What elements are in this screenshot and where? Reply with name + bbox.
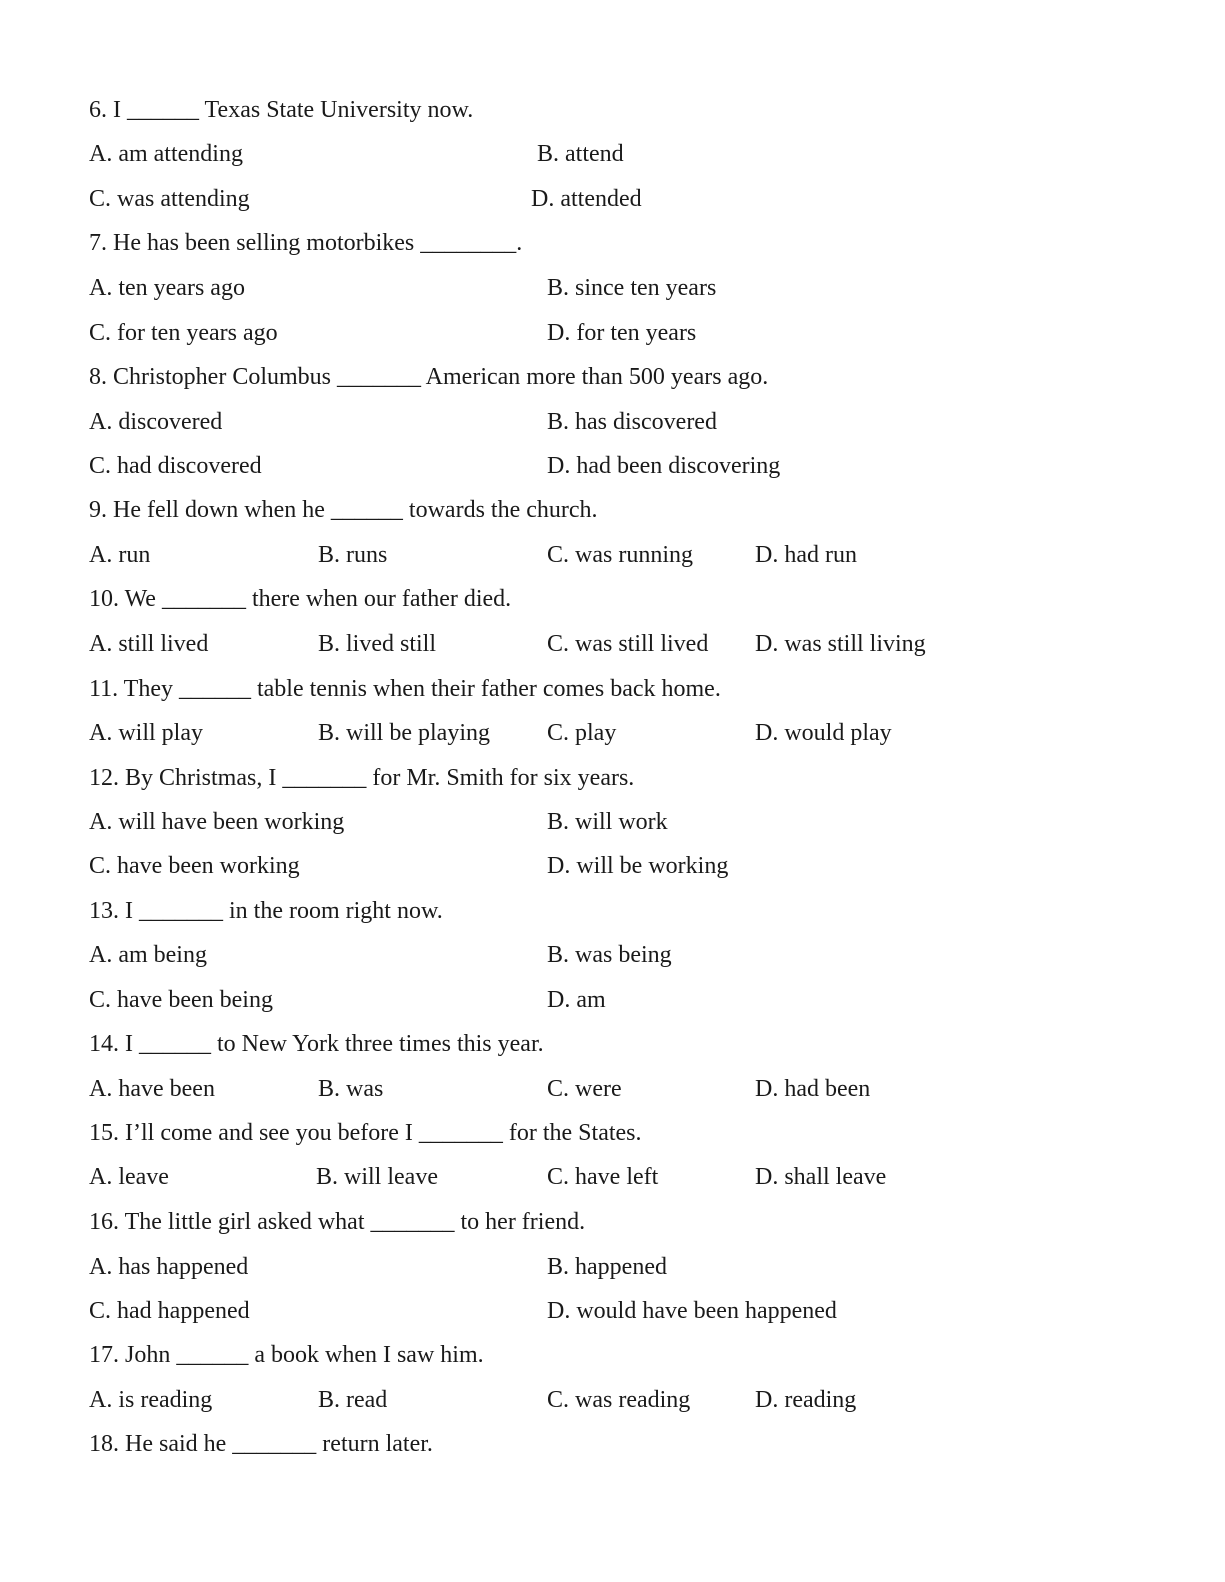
option-c: C. play xyxy=(547,720,617,746)
question-stem: 16. The little girl asked what _______ to her friend. xyxy=(89,1209,586,1235)
option-b: B. will leave xyxy=(316,1164,438,1190)
option-b: B. since ten years xyxy=(547,275,717,301)
option-b: B. has discovered xyxy=(547,409,717,435)
option-d: D. reading xyxy=(755,1387,857,1413)
option-d: D. am xyxy=(547,987,606,1013)
option-c: C. have been working xyxy=(89,853,300,879)
option-a: A. have been xyxy=(89,1076,215,1102)
option-a: A. am being xyxy=(89,942,207,968)
option-b: B. was being xyxy=(547,942,672,968)
option-b: B. runs xyxy=(318,542,388,568)
option-a: A. will play xyxy=(89,720,203,746)
option-a: A. will have been working xyxy=(89,809,345,835)
option-a: A. has happened xyxy=(89,1254,249,1280)
option-b: B. read xyxy=(318,1387,388,1413)
option-d: D. had been xyxy=(755,1076,871,1102)
option-d: D. would play xyxy=(755,720,892,746)
question-stem: 9. He fell down when he ______ towards the church. xyxy=(89,497,598,523)
option-c: C. was still lived xyxy=(547,631,709,657)
option-c: C. had happened xyxy=(89,1298,250,1324)
option-c: C. have left xyxy=(547,1164,659,1190)
option-c: C. was reading xyxy=(547,1387,691,1413)
option-c: C. was attending xyxy=(89,186,250,212)
question-stem: 12. By Christmas, I _______ for Mr. Smith for six years. xyxy=(89,765,635,791)
question-stem: 15. I’ll come and see you before I _______ for the States. xyxy=(89,1120,642,1146)
option-b: B. happened xyxy=(547,1254,667,1280)
question-stem: 14. I ______ to New York three times this year. xyxy=(89,1031,544,1057)
option-d: D. would have been happened xyxy=(547,1298,837,1324)
option-d: D. had run xyxy=(755,542,857,568)
option-b: B. will be playing xyxy=(318,720,490,746)
option-a: A. is reading xyxy=(89,1387,213,1413)
option-d: D. for ten years xyxy=(547,320,697,346)
option-a: A. ten years ago xyxy=(89,275,245,301)
option-c: C. had discovered xyxy=(89,453,262,479)
option-d: D. attended xyxy=(531,186,642,212)
option-a: A. still lived xyxy=(89,631,209,657)
option-c: C. was running xyxy=(547,542,693,568)
option-c: C. have been being xyxy=(89,987,273,1013)
option-d: D. shall leave xyxy=(755,1164,887,1190)
option-d: D. had been discovering xyxy=(547,453,781,479)
option-b: B. was xyxy=(318,1076,384,1102)
option-d: D. will be working xyxy=(547,853,729,879)
option-a: A. leave xyxy=(89,1164,169,1190)
option-b: B. lived still xyxy=(318,631,437,657)
question-stem: 17. John ______ a book when I saw him. xyxy=(89,1342,484,1368)
option-b: B. will work xyxy=(547,809,668,835)
question-stem: 8. Christopher Columbus _______ American more than 500 years ago. xyxy=(89,364,769,390)
option-c: C. were xyxy=(547,1076,622,1102)
question-stem: 13. I _______ in the room right now. xyxy=(89,898,443,924)
option-d: D. was still living xyxy=(755,631,926,657)
question-stem: 18. He said he _______ return later. xyxy=(89,1431,433,1457)
option-a: A. am attending xyxy=(89,141,243,167)
question-stem: 11. They ______ table tennis when their father comes back home. xyxy=(89,676,721,702)
option-c: C. for ten years ago xyxy=(89,320,278,346)
question-stem: 10. We _______ there when our father died. xyxy=(89,586,512,612)
option-b: B. attend xyxy=(537,141,624,167)
option-a: A. discovered xyxy=(89,409,223,435)
question-stem: 6. I ______ Texas State University now. xyxy=(89,97,474,123)
question-stem: 7. He has been selling motorbikes ________. xyxy=(89,230,523,256)
option-a: A. run xyxy=(89,542,151,568)
